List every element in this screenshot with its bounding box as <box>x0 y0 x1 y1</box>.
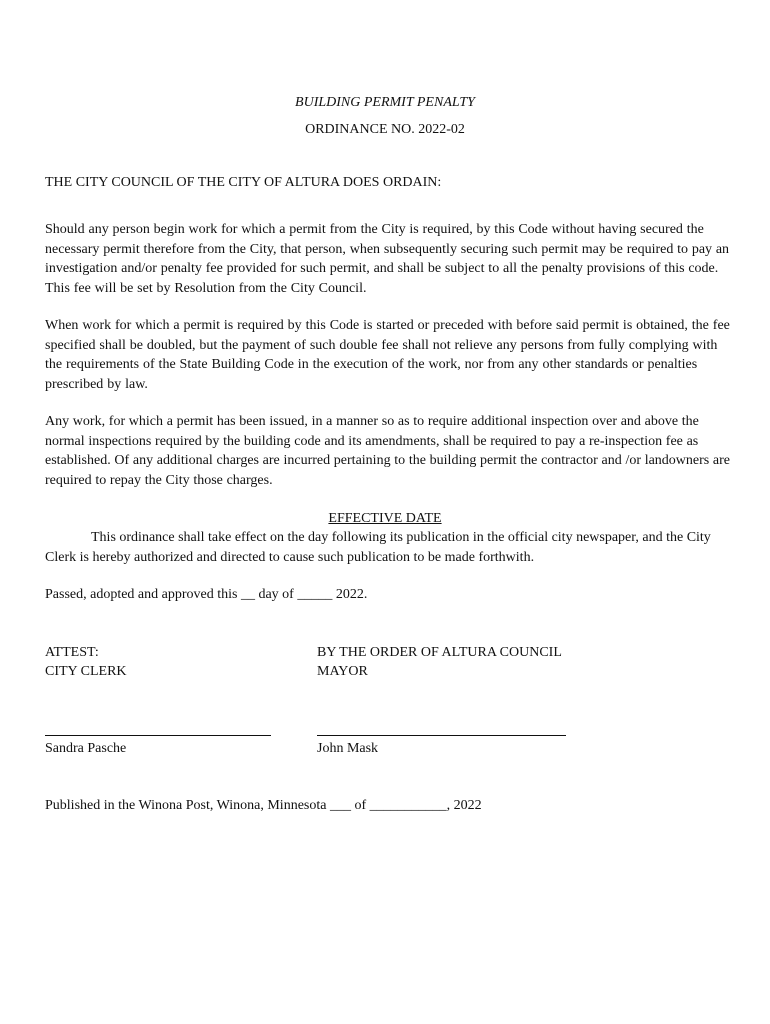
published-line: Published in the Winona Post, Winona, Minnesota ___ of ___________, 2022 <box>45 798 482 813</box>
clerk-signature-line <box>45 735 271 736</box>
mayor-signer-name: John Mask <box>317 741 379 756</box>
attest-label: ATTEST: <box>45 645 99 660</box>
city-clerk-role: CITY CLERK <box>45 664 127 679</box>
paragraph-double-fee: When work for which a permit is required by this Code is started or preceded with before said permit is obtained, the fee specified shall be doubled, but the payment of such double fee shall not relieve any persons from fully complying with the requirements of the State Building Code in the execution of the work, nor from any other standards or penalties prescribed by law. <box>45 318 730 392</box>
paragraph-unpermitted-work: Should any person begin work for which a permit from the City is required, by this Code without having secured the necessary permit therefore from the City, that person, when subsequently securing such permit may be required to pay an investigation and/or penalty fee provided for such permit, and shall be subject to all the penalty provisions of this code. This fee will be set by Resolution from the City Council. <box>45 222 730 296</box>
preamble: THE CITY COUNCIL OF THE CITY OF ALTURA DOES ORDAIN: <box>45 175 442 190</box>
council-order-label: BY THE ORDER OF ALTURA COUNCIL <box>317 645 562 660</box>
passed-line: Passed, adopted and approved this __ day of _____ 2022. <box>45 587 368 602</box>
document-title: BUILDING PERMIT PENALTY <box>295 95 475 110</box>
paragraph-reinspection-fee: Any work, for which a permit has been issued, in a manner so as to require additional inspection over and above the normal inspections required by the building code and its amendments, shall be required to pay a re-inspection fee as established. Of any additional charges are incurred pertaining to the building permit the contractor and /or landowners are required to repay the City those charges. <box>45 414 731 488</box>
ordinance-number: ORDINANCE NO. 2022-02 <box>305 122 465 137</box>
effective-date-heading: EFFECTIVE DATE <box>328 511 442 526</box>
mayor-role: MAYOR <box>317 664 368 679</box>
clerk-signer-name: Sandra Pasche <box>45 741 127 756</box>
effective-date-text: This ordinance shall take effect on the day following its publication in the official city newspaper, and the City Clerk is hereby authorized and directed to cause such publication to be made forthwith. <box>45 530 711 565</box>
mayor-signature-line <box>317 735 566 736</box>
